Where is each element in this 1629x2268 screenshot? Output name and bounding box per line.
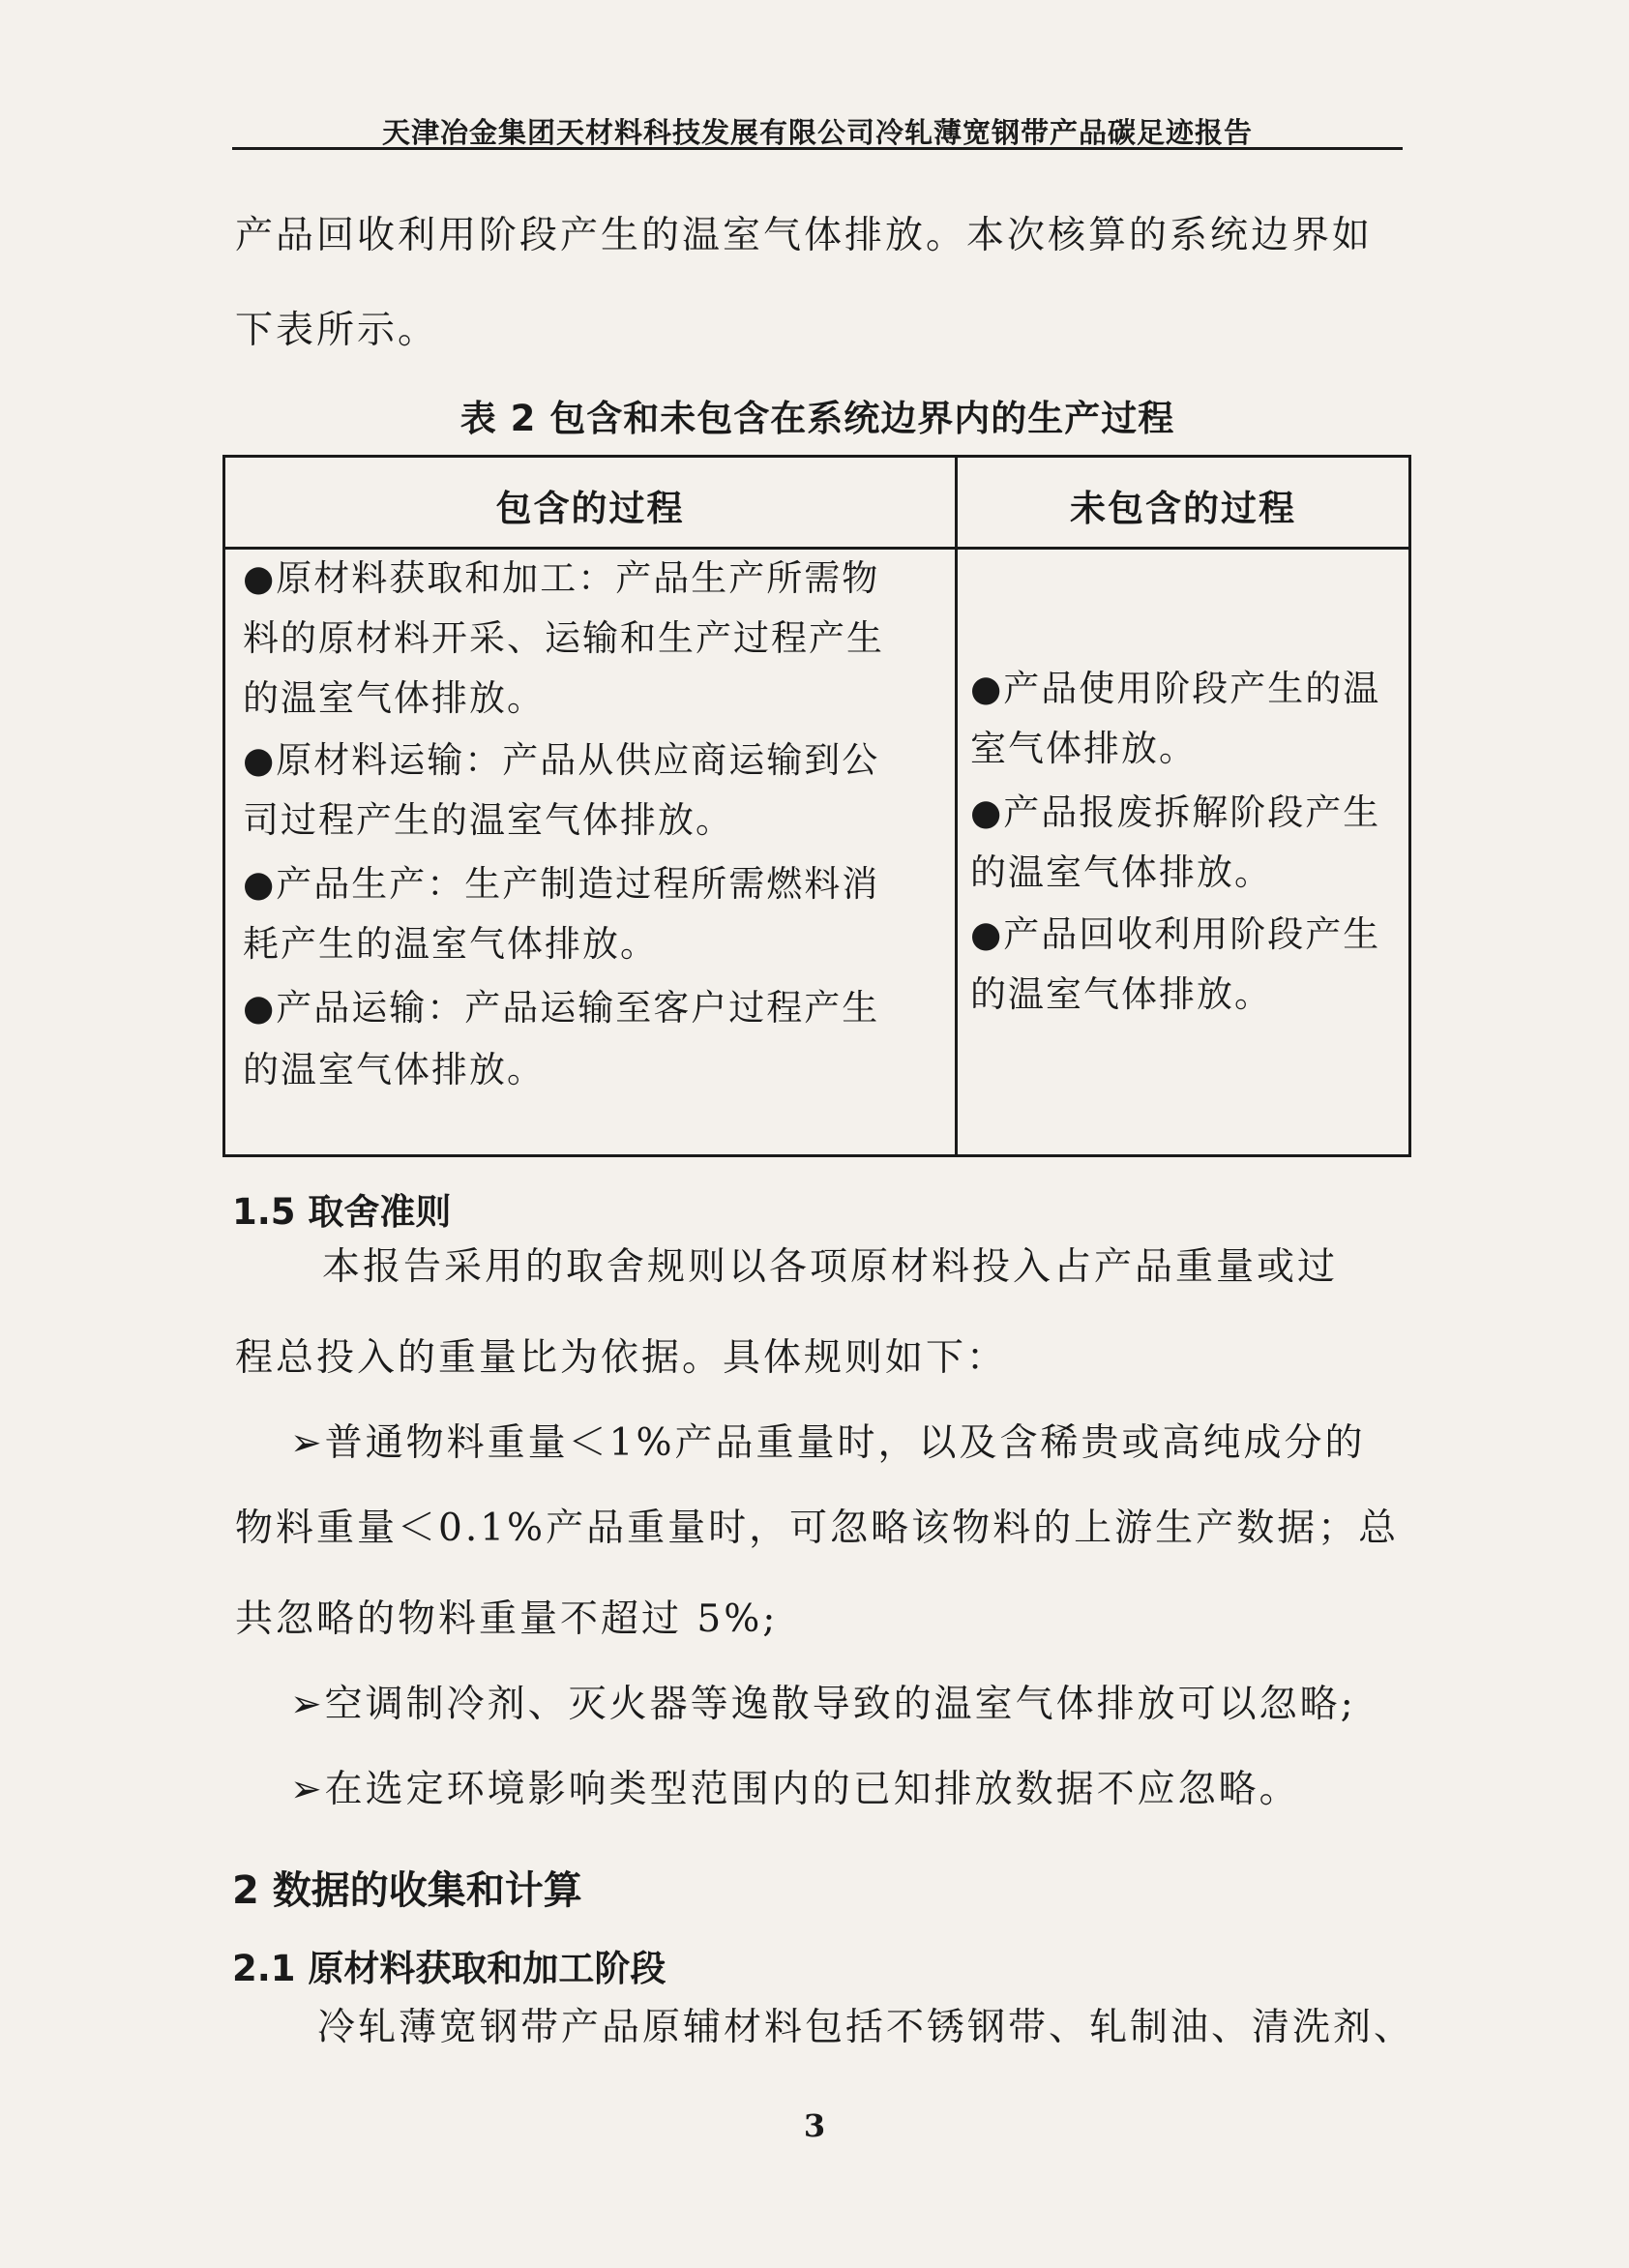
- intro-line-2: 下表所示。: [235, 309, 439, 352]
- section-1-5-line: ➢在选定环境影响类型范围内的已知排放数据不应忽略。: [290, 1768, 1300, 1811]
- section-1-5-line: 本报告采用的取舍规则以各项原材料投入占产品重量或过: [322, 1245, 1339, 1289]
- table-caption: 表 2 包含和未包含在系统边界内的生产过程: [459, 398, 1175, 439]
- included-cell-line: ●原材料获取和加工：产品生产所需物: [243, 557, 880, 599]
- section-2-1-line: 冷轧薄宽钢带产品原辅材料包括不锈钢带、轧制油、清洗剂、: [317, 2006, 1415, 2049]
- excluded-cell-line: ●产品报废拆解阶段产生: [970, 791, 1381, 833]
- page-header-title: 天津冶金集团天材料科技发展有限公司冷轧薄宽钢带产品碳足迹报告: [381, 116, 1253, 149]
- excluded-cell-line: 的温室气体排放。: [970, 973, 1272, 1015]
- included-cell-line: 的温室气体排放。: [243, 1049, 545, 1090]
- included-cell-line: 司过程产生的温室气体排放。: [243, 799, 733, 841]
- section-1-5-line: ➢空调制冷剂、灭火器等逸散导致的温室气体排放可以忽略;: [290, 1683, 1356, 1726]
- included-cell-line: 耗产生的温室气体排放。: [243, 923, 658, 965]
- excluded-cell-line: ●产品使用阶段产生的温: [970, 668, 1381, 709]
- section-1-5-line: ➢普通物料重量＜1%产品重量时，以及含稀贵或高纯成分的: [290, 1421, 1366, 1465]
- table-header-divider: [225, 547, 1408, 550]
- excluded-cell-line: ●产品回收利用阶段产生: [970, 913, 1381, 955]
- header-divider: [232, 147, 1403, 150]
- section-1-5-line: 共忽略的物料重量不超过 5%;: [235, 1597, 779, 1641]
- excluded-cell-line: 的温室气体排放。: [970, 851, 1272, 893]
- table-header-excluded: 未包含的过程: [1070, 488, 1296, 529]
- included-cell-line: ●原材料运输：产品从供应商运输到公: [243, 739, 880, 781]
- section-1-5-line: 程总投入的重量比为依据。具体规则如下：: [235, 1336, 1008, 1380]
- included-cell-line: 料的原材料开采、运输和生产过程产生: [243, 617, 884, 659]
- section-heading-1-5: 1.5 取舍准则: [232, 1191, 452, 1233]
- table-column-divider: [955, 458, 958, 1154]
- intro-line-1: 产品回收利用阶段产生的温室气体排放。本次核算的系统边界如: [235, 214, 1374, 257]
- system-boundary-table: [222, 455, 1411, 1157]
- table-header-included: 包含的过程: [495, 488, 685, 529]
- included-cell-line: 的温室气体排放。: [243, 677, 545, 719]
- included-cell-line: ●产品生产：生产制造过程所需燃料消: [243, 863, 880, 905]
- included-cell-line: ●产品运输：产品运输至客户过程产生: [243, 987, 880, 1029]
- page-number: 3: [803, 2107, 826, 2144]
- excluded-cell-line: 室气体排放。: [970, 728, 1197, 769]
- section-heading-2-1: 2.1 原材料获取和加工阶段: [232, 1948, 666, 1989]
- section-1-5-line: 物料重量＜0.1%产品重量时，可忽略该物料的上游生产数据；总: [235, 1507, 1400, 1550]
- section-heading-2: 2 数据的收集和计算: [232, 1868, 582, 1913]
